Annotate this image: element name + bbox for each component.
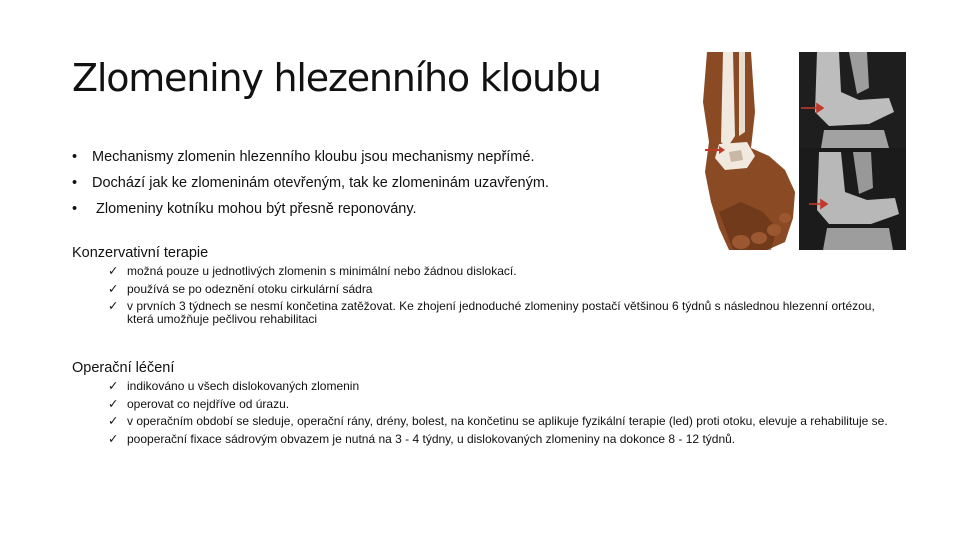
check-text: pooperační fixace sádrovým obvazem je nutná na 3 - 4 týdny, u dislokovaných zlomeniny na dokonce 8 - 12 týdnů. [127, 431, 736, 446]
check-item [108, 300, 888, 325]
check-text: v prvních 3 týdnech se nesmí končetina zatěžovat. Ke zhojení jednoduché zlomeniny postačí většinou 6 týdnů s následnou hlezenní ortézou, která umožňuje pečlivou rehabilitaci [127, 299, 875, 326]
surgical-check-list [108, 380, 888, 450]
checkmark-icon: ✓ [108, 414, 119, 428]
checkmark-icon: ✓ [108, 431, 119, 446]
check-item [108, 380, 888, 393]
checkmark-icon: ✓ [108, 299, 119, 313]
bullet-item [72, 196, 672, 222]
checkmark-icon: ✓ [108, 379, 119, 393]
conservative-check-list [108, 265, 888, 330]
check-text: používá se po odeznění otoku cirkulární sádra [127, 281, 373, 296]
bullet-item [72, 170, 672, 196]
bullet-text: Zlomeniny kotníku mohou být přesně reponovány. [92, 201, 417, 217]
bullet-dot-icon: • [72, 149, 78, 165]
bullet-dot-icon: • [72, 201, 78, 217]
bullet-text: Dochází jak ke zlomeninám otevřeným, tak ke zlomeninám uzavřeným. [92, 175, 549, 191]
ankle-xray-illustration-icon [689, 52, 906, 250]
checkmark-icon: ✓ [108, 396, 119, 411]
ankle-fracture-image [689, 52, 906, 250]
check-item [108, 283, 888, 296]
slide-title: Zlomeniny hlezenního kloubu [72, 56, 601, 100]
bullet-dot-icon: • [72, 175, 78, 191]
checkmark-icon: ✓ [108, 281, 119, 296]
check-item [108, 265, 888, 278]
bullet-item [72, 144, 672, 170]
check-text: v operačním období se sleduje, operační rány, drény, bolest, na končetinu se aplikuje fyzikální terapie (led) proti otoku, elevuje a rehabilituje se. [127, 414, 888, 428]
check-item [108, 433, 888, 446]
check-text: operovat co nejdříve od úrazu. [127, 396, 290, 411]
check-text: možná pouze u jednotlivých zlomenin s minimální nebo žádnou dislokací. [127, 264, 517, 278]
check-text: indikováno u všech dislokovaných zlomenin [127, 379, 360, 393]
checkmark-icon: ✓ [108, 264, 119, 278]
intro-bullet-list [72, 144, 672, 222]
check-item [108, 415, 888, 428]
section-heading-surgical: Operační léčení [72, 360, 175, 376]
section-heading-conservative: Konzervativní terapie [72, 245, 209, 261]
bullet-text: Mechanismy zlomenin hlezenního kloubu jsou mechanismy nepřímé. [92, 149, 535, 165]
check-item [108, 398, 888, 411]
